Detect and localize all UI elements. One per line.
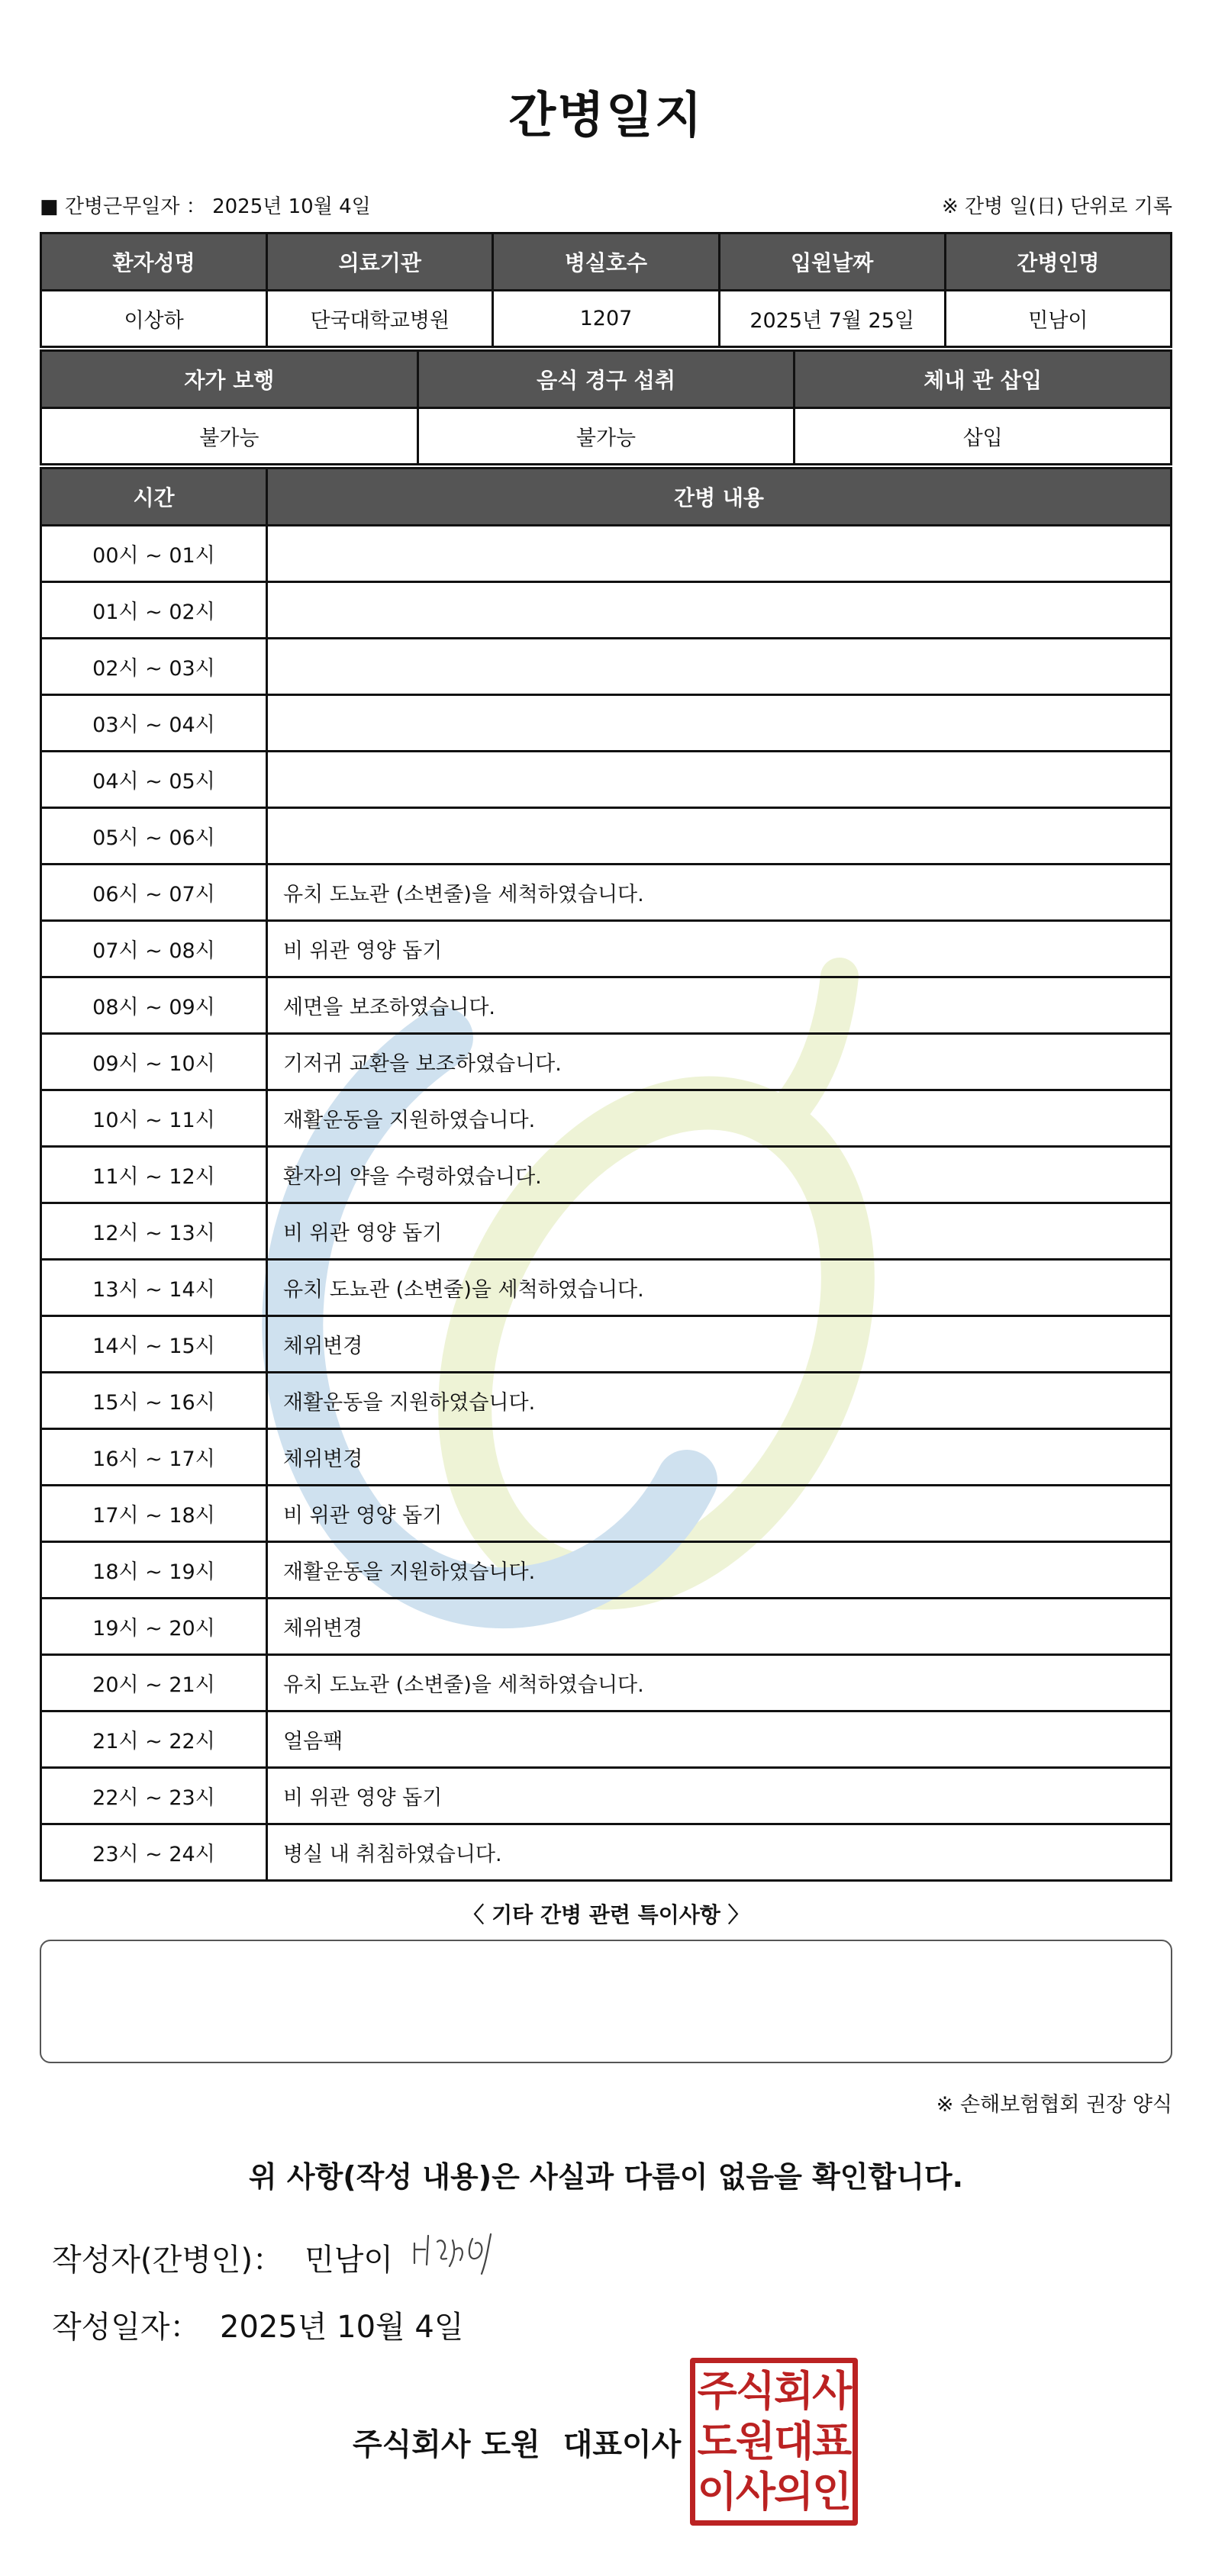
log-content: 얼음팩 [267, 1711, 1172, 1768]
log-content: 재활운동을 지원하였습니다. [267, 1542, 1172, 1599]
log-content: 비 위관 영양 돕기 [267, 1486, 1172, 1542]
log-time: 08시 ~ 09시 [41, 977, 267, 1034]
log-time: 09시 ~ 10시 [41, 1034, 267, 1090]
log-row [41, 1711, 1172, 1768]
log-row [41, 1599, 1172, 1655]
work-date-label: ■ 간병근무일자 ： [40, 195, 206, 218]
log-row [41, 1486, 1172, 1542]
log-time: 11시 ~ 12시 [41, 1147, 267, 1203]
log-row [41, 1824, 1172, 1881]
log-content: 환자의 약을 수령하였습니다. [267, 1147, 1172, 1203]
log-content [267, 808, 1172, 865]
log-time: 06시 ~ 07시 [41, 865, 267, 921]
log-time: 01시 ~ 02시 [41, 582, 267, 639]
log-content [267, 639, 1172, 695]
log-content: 기저귀 교환을 보조하였습니다. [267, 1034, 1172, 1090]
log-time: 02시 ~ 03시 [41, 639, 267, 695]
log-content: 비 위관 영양 돕기 [267, 1203, 1172, 1260]
record-unit-note: ※ 간병 일(日) 단위로 기록 [941, 195, 1172, 218]
written-date-line [52, 2303, 464, 2346]
log-time: 03시 ~ 04시 [41, 695, 267, 752]
log-time: 04시 ~ 05시 [41, 752, 267, 808]
patient-status-table [40, 349, 1172, 465]
log-row [41, 1542, 1172, 1599]
header-oral-intake: 음식 경구 섭취 [417, 351, 795, 408]
log-content: 재활운동을 지원하였습니다. [267, 1373, 1172, 1429]
oral-intake-value: 불가능 [417, 408, 795, 465]
company-seal-stamp [690, 2358, 858, 2526]
log-time: 05시 ~ 06시 [41, 808, 267, 865]
admission-date: 2025년 7월 25일 [719, 291, 945, 347]
header-tube-insertion: 체내 관 삽입 [795, 351, 1172, 408]
log-content: 체위변경 [267, 1316, 1172, 1373]
log-content: 재활운동을 지원하였습니다. [267, 1090, 1172, 1147]
writer-name: 민남이 [305, 2243, 393, 2278]
special-notes-box [40, 1940, 1172, 2063]
log-content [267, 695, 1172, 752]
log-content [267, 582, 1172, 639]
log-time: 19시 ~ 20시 [41, 1599, 267, 1655]
log-time: 14시 ~ 15시 [41, 1316, 267, 1373]
log-time: 18시 ~ 19시 [41, 1542, 267, 1599]
log-content: 비 위관 영양 돕기 [267, 1768, 1172, 1824]
log-time: 22시 ~ 23시 [41, 1768, 267, 1824]
work-date-value: 2025년 10월 4일 [212, 195, 371, 218]
written-date-value: 2025년 10월 4일 [220, 2310, 464, 2345]
log-row [41, 1768, 1172, 1824]
header-patient-name: 환자성명 [41, 233, 267, 291]
log-row [41, 1655, 1172, 1711]
writer-line [52, 2236, 393, 2279]
log-time: 13시 ~ 14시 [41, 1260, 267, 1316]
log-content [267, 752, 1172, 808]
log-content: 세면을 보조하였습니다. [267, 977, 1172, 1034]
log-content [267, 526, 1172, 582]
log-row [41, 1090, 1172, 1147]
page-title: 간병일지 [508, 88, 704, 144]
writer-label: 작성자(간병인)： [52, 2243, 284, 2278]
log-row [41, 695, 1172, 752]
header-care-content: 간병 내용 [267, 469, 1172, 526]
log-time: 12시 ~ 13시 [41, 1203, 267, 1260]
log-row [41, 752, 1172, 808]
seal-line: 이사의인 [697, 2468, 851, 2516]
log-content: 비 위관 영양 돕기 [267, 921, 1172, 977]
header-caregiver-name: 간병인명 [945, 233, 1171, 291]
log-content: 체위변경 [267, 1429, 1172, 1486]
log-row [41, 1147, 1172, 1203]
log-content: 유치 도뇨관 (소변줄)을 세척하였습니다. [267, 1260, 1172, 1316]
log-row [41, 921, 1172, 977]
header-time: 시간 [41, 469, 267, 526]
log-row [41, 808, 1172, 865]
handwritten-signature [408, 2227, 508, 2280]
header-self-walking: 자가 보행 [41, 351, 418, 408]
room-number: 1207 [493, 291, 719, 347]
log-row [41, 1260, 1172, 1316]
header-hospital: 의료기관 [267, 233, 493, 291]
log-row [41, 526, 1172, 582]
log-content: 체위변경 [267, 1599, 1172, 1655]
log-row [41, 977, 1172, 1034]
patient-info-table [40, 232, 1172, 348]
log-time: 16시 ~ 17시 [41, 1429, 267, 1486]
self-walking-value: 불가능 [41, 408, 418, 465]
header-room-number: 병실호수 [493, 233, 719, 291]
form-source-note: ※ 손해보험협회 권장 양식 [936, 2093, 1172, 2117]
hospital-name: 단국대학교병원 [267, 291, 493, 347]
company-name: 주식회사 도원 [353, 2427, 540, 2462]
log-time: 15시 ~ 16시 [41, 1373, 267, 1429]
log-time: 23시 ~ 24시 [41, 1824, 267, 1881]
log-content: 유치 도뇨관 (소변줄)을 세척하였습니다. [267, 865, 1172, 921]
log-time: 21시 ~ 22시 [41, 1711, 267, 1768]
header-admission-date: 입원날짜 [719, 233, 945, 291]
log-content: 병실 내 취침하였습니다. [267, 1824, 1172, 1881]
log-row [41, 1316, 1172, 1373]
log-row [41, 1429, 1172, 1486]
work-date-line [40, 191, 371, 219]
caregiver-name: 민남이 [945, 291, 1171, 347]
seal-line: 주식회사 [697, 2367, 851, 2415]
confirmation-statement: 위 사항(작성 내용)은 사실과 다름이 없음을 확인합니다. [248, 2160, 964, 2194]
company-title: 대표이사 [562, 2427, 682, 2462]
tube-insertion-value: 삽입 [795, 408, 1172, 465]
log-row [41, 1203, 1172, 1260]
log-row [41, 1034, 1172, 1090]
log-row [41, 639, 1172, 695]
log-row [41, 1373, 1172, 1429]
log-time: 07시 ~ 08시 [41, 921, 267, 977]
care-log-table [40, 467, 1172, 1882]
log-time: 00시 ~ 01시 [41, 526, 267, 582]
log-time: 20시 ~ 21시 [41, 1655, 267, 1711]
special-notes-title: 〈 기타 간병 관련 특이사항 〉 [463, 1902, 749, 1927]
log-content: 유치 도뇨관 (소변줄)을 세척하였습니다. [267, 1655, 1172, 1711]
log-row [41, 865, 1172, 921]
seal-line: 도원대표 [697, 2417, 851, 2465]
log-time: 17시 ~ 18시 [41, 1486, 267, 1542]
log-row [41, 582, 1172, 639]
log-time: 10시 ~ 11시 [41, 1090, 267, 1147]
patient-name: 이상하 [41, 291, 267, 347]
written-date-label: 작성일자： [52, 2310, 201, 2345]
company-line [353, 2420, 681, 2464]
